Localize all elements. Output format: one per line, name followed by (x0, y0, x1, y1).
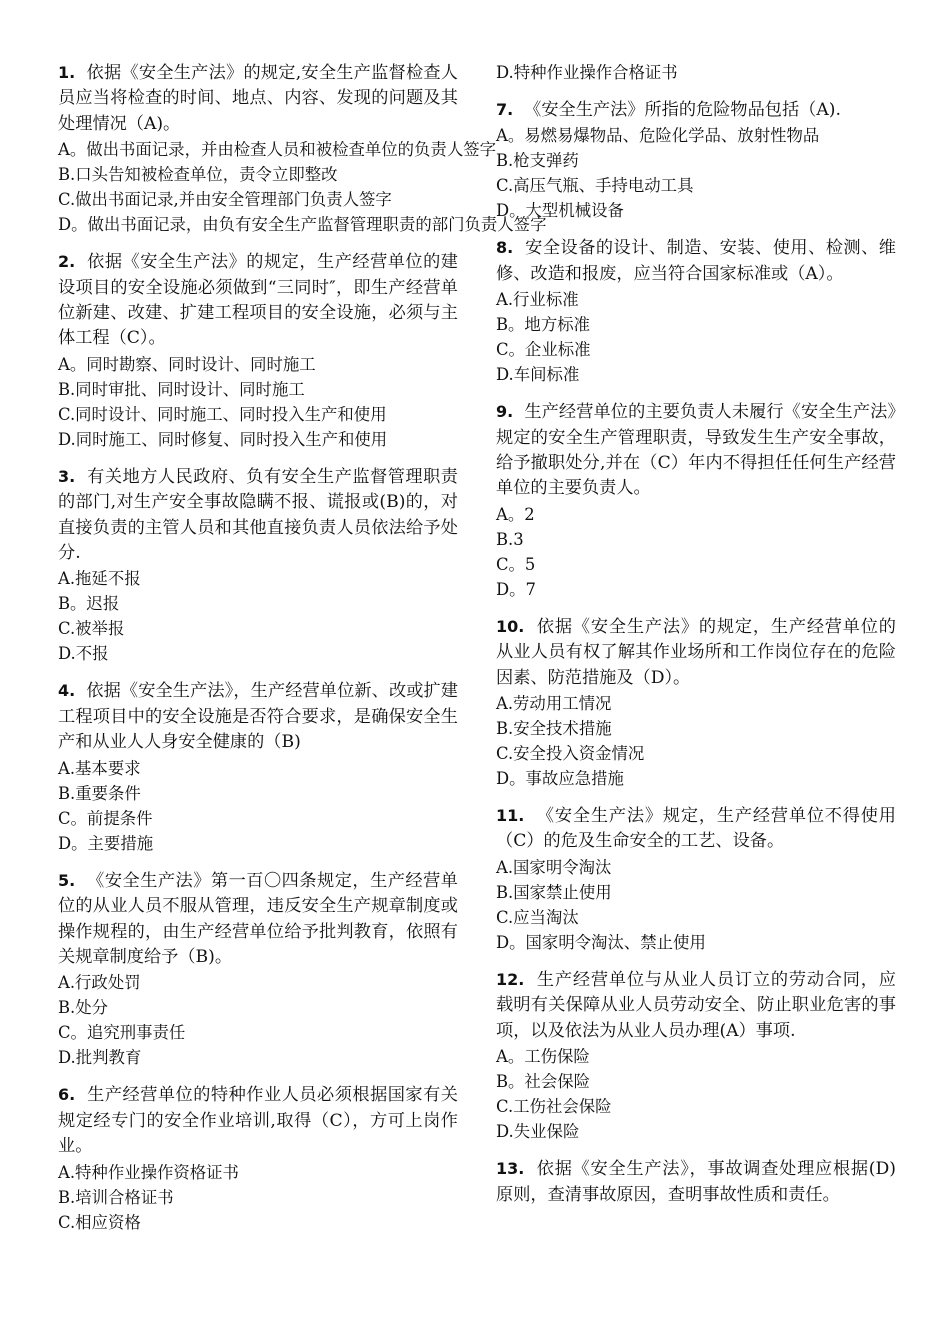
option-list (496, 123, 896, 223)
question-item (496, 60, 896, 85)
question-text: 依据《安全生产法》，生产经营单位新、改或扩建工程项目中的安全设施是否符合要求，是确保安全生产和从业人人身安全健康的（B) (58, 681, 458, 753)
answer-option: D.车间标准 (496, 365, 580, 385)
answer-option: B.3 (496, 529, 524, 549)
answer-option: C.高压气瓶、手持电动工具 (496, 176, 694, 196)
question-item (58, 1082, 458, 1234)
question-stem (58, 1082, 458, 1159)
question-item (58, 678, 458, 855)
answer-option: C。5 (496, 554, 536, 574)
answer-option: B.培训合格证书 (58, 1187, 174, 1207)
question-text: 《安全生产法》规定，生产经营单位不得使用（C）的危及生命安全的工艺、设备。 (496, 806, 896, 852)
question-number: 2. (58, 252, 76, 272)
question-text: 生产经营单位与从业人员订立的劳动合同，应载明有关保障从业人员劳动安全、防止职业危害的事项，以及依法为从业人员办理(A）事项. (496, 969, 896, 1041)
question-stem (58, 678, 458, 755)
question-stem (496, 614, 896, 691)
answer-option: A。2 (496, 504, 535, 524)
question-item (58, 464, 458, 667)
answer-option: B。社会保险 (496, 1072, 590, 1092)
answer-option: C。企业标准 (496, 340, 591, 360)
answer-option: C.安全投入资金情况 (496, 744, 645, 764)
answer-option: D。做出书面记录，由负有安全生产监督管理职责的部门负责人签字 (58, 215, 547, 235)
answer-option: A.拖延不报 (58, 569, 141, 589)
answer-option: A。工伤保险 (496, 1047, 590, 1067)
answer-option: B.安全技术措施 (496, 719, 612, 739)
answer-option: D。主要措施 (58, 833, 154, 853)
question-stem (496, 97, 896, 123)
option-list (58, 566, 458, 666)
answer-option: A.行政处罚 (58, 973, 141, 993)
answer-option: D。7 (496, 579, 536, 599)
question-text: 安全设备的设计、制造、安装、使用、检测、维修、改造和报废，应当符合国家标准或（A）。 (496, 238, 896, 284)
answer-option: D.特种作业操作合格证书 (496, 63, 678, 82)
option-list (496, 855, 896, 955)
option-list (496, 287, 896, 387)
question-stem (496, 1156, 896, 1208)
question-number: 1. (58, 63, 76, 82)
answer-option: D。大型机械设备 (496, 201, 624, 221)
answer-option: C.同时设计、同时施工、同时投入生产和使用 (58, 404, 387, 424)
question-text: 有关地方人民政府、负有安全生产监督管理职责的部门,对生产安全事故隐瞒不报、谎报或(B)的，对直接负责的主管人员和其他直接负责人员依法给予处分. (58, 466, 458, 564)
question-stem (496, 967, 896, 1044)
question-item (496, 803, 896, 955)
answer-option: A.劳动用工情况 (496, 694, 612, 714)
answer-option: D.不报 (58, 644, 109, 664)
question-item (496, 1156, 896, 1208)
question-stem (58, 60, 458, 137)
answer-option: A.国家明令淘汰 (496, 857, 612, 877)
answer-option: A.基本要求 (58, 758, 141, 778)
answer-option: C。前提条件 (58, 808, 153, 828)
option-list (58, 970, 458, 1070)
question-number: 10. (496, 616, 525, 636)
question-item (58, 868, 458, 1071)
answer-option: B。迟报 (58, 594, 120, 614)
question-number: 5. (58, 870, 76, 890)
answer-option: B.国家禁止使用 (496, 882, 612, 902)
question-number: 11. (496, 806, 525, 826)
answer-option: B.同时审批、同时设计、同时施工 (58, 379, 305, 399)
question-number: 13. (496, 1159, 525, 1179)
question-item (58, 249, 458, 452)
option-list (496, 60, 896, 85)
question-text: 依据《安全生产法》的规定,安全生产监督检查人员应当将检查的时间、地点、内容、发现的问题及其处理情况（A)。 (58, 63, 458, 134)
answer-option: A.行业标准 (496, 290, 579, 310)
answer-option: A.特种作业操作资格证书 (58, 1162, 239, 1182)
question-stem (58, 249, 458, 352)
option-list (58, 756, 458, 856)
answer-option: A。做出书面记录，并由检查人员和被检查单位的负责人签字 (58, 140, 496, 160)
question-number: 6. (58, 1085, 76, 1105)
question-text: 依据《安全生产法》，事故调查处理应根据(D)原则，查清事故原因，查明事故性质和责任。 (496, 1159, 897, 1205)
question-text: 依据《安全生产法》的规定，生产经营单位的从业人员有权了解其作业场所和工作岗位存在的危险因素、防范措施及（D）。 (496, 616, 896, 688)
question-stem (58, 868, 458, 971)
option-list (496, 1044, 896, 1144)
answer-option: C.应当淘汰 (496, 907, 579, 927)
option-list (496, 691, 896, 791)
answer-option: C.做出书面记录,并由安全管理部门负责人签字 (58, 190, 392, 210)
question-number: 8. (496, 238, 514, 258)
answer-option: D。国家明令淘汰、禁止使用 (496, 932, 706, 952)
question-stem (496, 803, 896, 855)
question-item (496, 97, 896, 223)
question-number: 12. (496, 969, 525, 989)
question-number: 9. (496, 402, 514, 422)
option-list (58, 352, 458, 452)
answer-option: C.被举报 (58, 619, 125, 639)
question-number: 7. (496, 100, 514, 119)
answer-option: B.重要条件 (58, 783, 141, 803)
answer-option: B。地方标准 (496, 315, 590, 335)
right-column (496, 60, 896, 1220)
question-number: 4. (58, 681, 76, 701)
question-text: 《安全生产法》第一百〇四条规定，生产经营单位的从业人员不服从管理，违反安全生产规章制度或操作规程的，由生产经营单位给予批判教育，依照有关规章制度给予（B)。 (58, 870, 458, 967)
answer-option: B.口头告知被检查单位，责令立即整改 (58, 165, 338, 185)
question-text: 生产经营单位的主要负责人未履行《安全生产法》规定的安全生产管理职责，导致发生生产安全事故，给予撤职处分,并在（C）年内不得担任任何生产经营单位的主要负责人。 (496, 402, 896, 499)
question-stem (496, 235, 896, 287)
answer-option: D.批判教育 (58, 1048, 142, 1068)
answer-option: C.工伤社会保险 (496, 1097, 612, 1117)
question-text: 生产经营单位的特种作业人员必须根据国家有关规定经专门的安全作业培训,取得（C），方可上岗作业。 (58, 1085, 458, 1157)
answer-option: D.失业保险 (496, 1122, 580, 1142)
answer-option: C。追究刑事责任 (58, 1023, 186, 1043)
answer-option: B.处分 (58, 998, 109, 1018)
question-text: 依据《安全生产法》的规定，生产经营单位的建设项目的安全设施必须做到“三同时″，即生产经营单位新建、改建、扩建工程项目的安全设施，必须与主体工程（C）。 (58, 252, 458, 349)
question-item (496, 967, 896, 1144)
question-item (496, 614, 896, 791)
question-number: 3. (58, 466, 76, 486)
question-stem (496, 399, 896, 502)
answer-option: B.枪支弹药 (496, 151, 579, 171)
answer-option: A。易燃易爆物品、危险化学品、放射性物品 (496, 126, 820, 146)
question-item (496, 235, 896, 387)
answer-option: D.同时施工、同时修复、同时投入生产和使用 (58, 429, 388, 449)
answer-option: D。事故应急措施 (496, 769, 624, 789)
option-list (496, 502, 896, 602)
question-item (496, 399, 896, 602)
answer-option: A。同时勘察、同时设计、同时施工 (58, 354, 316, 374)
question-text: 《安全生产法》所指的危险物品包括（A). (524, 100, 841, 120)
question-stem (58, 464, 458, 567)
option-list (58, 1160, 458, 1235)
answer-option: C.相应资格 (58, 1212, 141, 1232)
